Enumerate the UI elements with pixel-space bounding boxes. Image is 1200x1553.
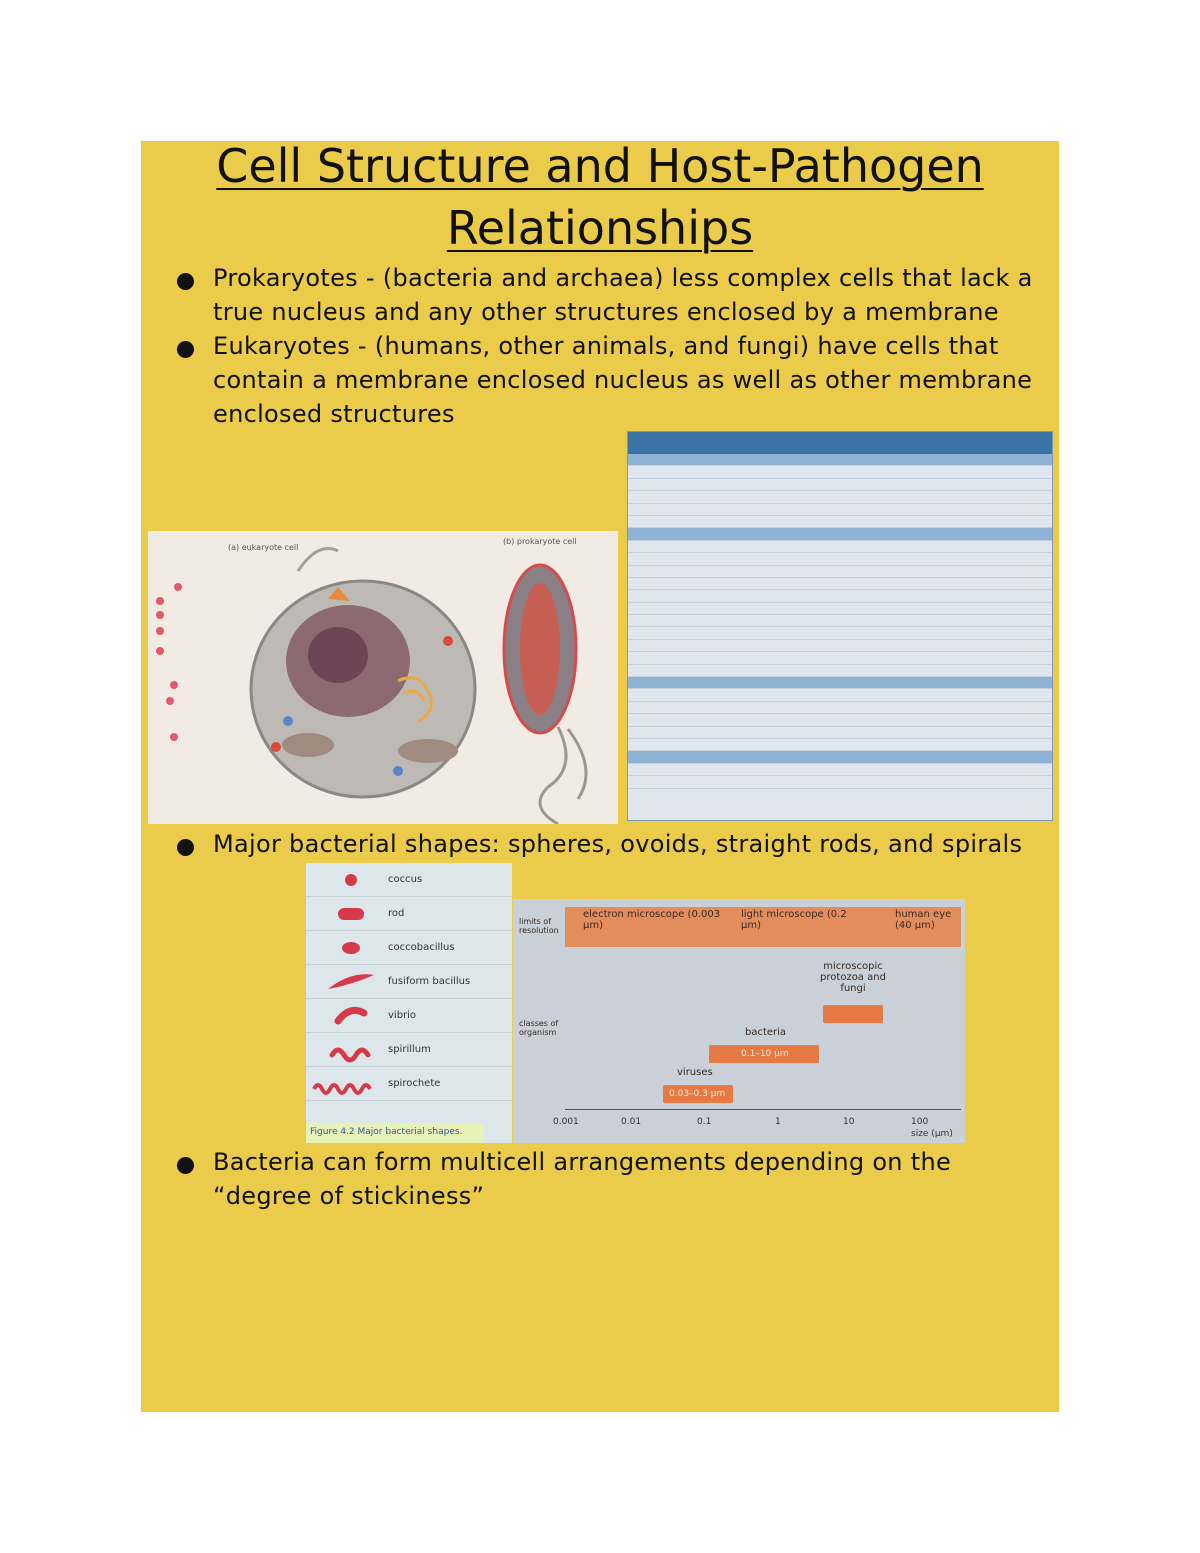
- bullet-dot: [177, 839, 194, 856]
- shape-row: rod: [306, 897, 512, 931]
- bullet-dot: [177, 273, 194, 290]
- prokaryote-label: (b) prokaryote cell: [503, 537, 577, 546]
- axis-line: [565, 1109, 961, 1110]
- shape-row: spirillum: [306, 1033, 512, 1067]
- bacterial-shapes-photo: [306, 863, 512, 1143]
- bullet-dot: [177, 341, 194, 358]
- coccus-icon: [316, 863, 386, 897]
- shape-row: coccus: [306, 863, 512, 897]
- cell-diagram-photo: [148, 531, 618, 824]
- bullet-eukaryotes: Eukaryotes - (humans, other animals, and fungi) have cells that contain a membrane enclosed nucleus as well as other membrane enclosed structures: [177, 329, 1057, 431]
- cell-illustration: [148, 531, 618, 824]
- shape-row: fusiform bacillus: [306, 965, 512, 999]
- document-page: [141, 141, 1059, 1412]
- page-title: Cell Structure and Host-Pathogen Relationships: [216, 139, 984, 255]
- bullet-dot: [177, 1157, 194, 1174]
- table-header: [628, 432, 1052, 454]
- shape-row: vibrio: [306, 999, 512, 1033]
- resolution-band: electron microscope (0.003 μm) light microscope (0.2 μm) human eye (40 μm): [565, 907, 961, 947]
- protozoa-bar: [823, 1005, 883, 1023]
- fusiform-icon: [316, 965, 386, 999]
- bullet-bacterial-shapes: Major bacterial shapes: spheres, ovoids, straight rods, and spirals: [177, 827, 1057, 861]
- comparison-table-photo: [627, 431, 1053, 821]
- coccobacillus-icon: [316, 931, 386, 965]
- shape-row: spirochete: [306, 1067, 512, 1101]
- eukaryote-label: (a) eukaryote cell: [228, 543, 299, 552]
- bullet-multicell: Bacteria can form multicell arrangements depending on the “degree of stickiness”: [177, 1145, 1057, 1213]
- shape-row: coccobacillus: [306, 931, 512, 965]
- figure-caption: Figure 4.2 Major bacterial shapes.: [306, 1123, 484, 1143]
- spirillum-icon: [316, 1033, 386, 1067]
- spirochete-icon: [310, 1067, 380, 1101]
- rod-icon: [316, 897, 386, 931]
- vibrio-icon: [316, 999, 386, 1033]
- resolution-scale-photo: limits of resolution electron microscope (0.003 μm) light microscope (0.2 μm) human eye (40 μm) classes of organism microscopic protozoa and fungi bacteria 0.1–10 μm viruses 0.03–0.3 μm 0.001 0.01 0.1 1 10 100 size (μm): [513, 899, 965, 1143]
- bullet-prokaryotes: Prokaryotes - (bacteria and archaea) less complex cells that lack a true nucleus and any other structures enclosed by a membrane: [177, 261, 1057, 329]
